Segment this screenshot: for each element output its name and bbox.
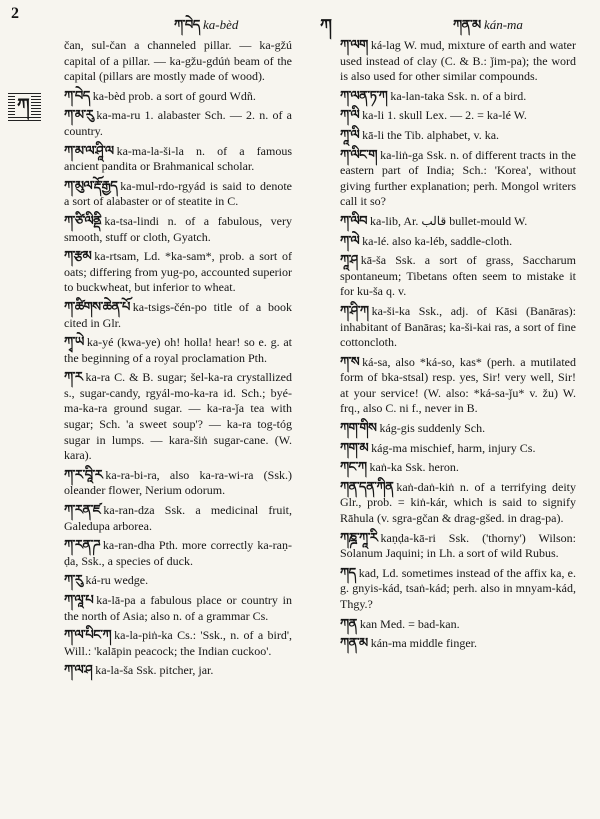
dictionary-entry <box>340 355 576 417</box>
entry-text: kā-li the Tib. alphabet, v. ka. <box>362 127 500 142</box>
dictionary-entry <box>64 249 292 296</box>
left-headword-tibetan: ཀ་བེད <box>174 18 200 33</box>
entry-text: ka-bèd prob. a sort of gourd Wdñ. <box>92 88 256 103</box>
dictionary-entry <box>340 128 576 144</box>
dictionary-entry <box>340 441 576 457</box>
entry-text: kág-gis suddenly Sch. <box>379 421 486 436</box>
section-letter: ཀ <box>320 16 332 36</box>
entry-tibetan-headword: ཀ་ཤི་ཀ <box>340 303 369 319</box>
entry-tibetan-headword: ཀན་མ <box>340 636 368 652</box>
entry-text: ka-yé (kwa-ye) oh! holla! hear! so e. g. at the beginning of a royal proclamation Pth. <box>64 335 292 365</box>
dictionary-entry <box>64 144 292 175</box>
dictionary-entry <box>64 503 292 534</box>
entry-text: kan Med. = bad-kan. <box>359 616 460 631</box>
entry-text: ka-ra-bi-ra, also ka-ra-wi-ra (Ssk.) oleander flower, Nerium odorum. <box>64 467 292 498</box>
thumb-index-tab <box>8 93 41 121</box>
right-headword: kán-ma <box>483 17 523 32</box>
entry-tibetan-headword: ཀ་རྩམ <box>64 249 92 265</box>
entry-text: kad, Ld. sometimes instead of the affix ka, e. g. gnyis-kád, tsaṅ-kád; perh. also in mnyam-kád, Thgy.? <box>340 565 576 611</box>
dictionary-entry <box>64 300 292 331</box>
entry-tibetan-headword: ཀག་གིས <box>340 421 377 437</box>
dictionary-entry <box>340 234 576 250</box>
entry-tibetan-headword: ཀ་མུལ་རྡོ་རྒྱད <box>64 178 118 194</box>
left-column <box>64 38 292 683</box>
entry-tibetan-headword: ཀན་དན་ཀིན <box>340 479 394 495</box>
entry-text: kág-ma mischief, harm, injury Cs. <box>371 440 536 455</box>
entry-tibetan-headword: ཀ་ལ་པིང་ཀ <box>64 628 112 644</box>
dictionary-entry <box>340 214 576 230</box>
right-column <box>340 38 576 656</box>
entry-tibetan-headword: ཀ་ལན་ཏ་ཀ <box>340 88 388 104</box>
dictionary-entry <box>340 89 576 105</box>
dictionary-entry <box>340 480 576 527</box>
dictionary-entry <box>340 108 576 124</box>
dictionary-entry <box>340 304 576 351</box>
entry-tibetan-headword: ཀན <box>340 616 357 632</box>
dictionary-entry <box>64 573 292 589</box>
entry-text: kán-ma middle finger. <box>370 636 477 651</box>
entry-text: ka-ran-dha Pth. more correctly ka-raṇ-ḍa, Ssk., a species of duck. <box>64 538 292 568</box>
entry-text: ka-tsigs-čén-po title of a book cited in Glr. <box>64 299 292 330</box>
entry-tibetan-headword: ཀ་ལེ <box>340 233 360 249</box>
entry-text: ka-ma-la-ši-la n. of a famous ancient pandita or Brahmanical scholar. <box>64 143 292 174</box>
dictionary-entry <box>340 253 576 300</box>
entry-tibetan-headword: ཀ་ལ་ཤ <box>64 663 93 679</box>
dictionary-entry <box>64 593 292 624</box>
dictionary-entry <box>340 566 576 613</box>
entry-tibetan-headword: ཀ་ར <box>64 370 83 386</box>
entry-text: ká-sa, also *ká-so, kas* (perh. a mutilated form of bka-stsal) resp. yes, Sir! very well, Sir! at your service! (W. also: *ká-sa-ǰu* v. žu) W. frq., also C. ni f., never in B. <box>340 354 576 416</box>
dictionary-entry <box>64 179 292 210</box>
dictionary-entry <box>64 370 292 464</box>
entry-text: ka-ma-ru 1. alabaster Sch. — 2. n. of a country. <box>64 108 292 138</box>
dictionary-entry <box>64 468 292 499</box>
entry-text: ka-liṅ-ga Ssk. n. of different tracts in the eastern part of India; Sch.: 'Korea', without giving further explanation; perh. Mongol writers call it so? <box>340 147 576 209</box>
entry-text: čan, sul-čan a channeled pillar. — ka-gžú capital of a pillar. — ka-gžu-gdúṅ beam of the capital (pillars are mostly made of wood). <box>64 38 292 84</box>
entry-text: ka-la-piṅ-ka Cs.: 'Ssk., n. of a bird', Will.: 'kalāpin peacock; the Indian cuckoo'. <box>64 628 292 658</box>
dictionary-entry <box>340 636 576 652</box>
entry-tibetan-headword: ཀ་ལག <box>340 38 368 53</box>
entry-tibetan-headword: ཀང་ཀ <box>340 460 367 476</box>
entry-text: kaṇḍa-kā-ri Ssk. ('thorny') Wilson: Solanum Jaquini; in Lh. a sort of wild Rubus. <box>340 530 576 561</box>
dictionary-entry <box>64 538 292 569</box>
entry-tibetan-headword: ཀ་ཚིགས་ཆེན་པོ <box>64 299 130 315</box>
dictionary-entry <box>64 214 292 245</box>
dictionary-entry <box>340 38 576 85</box>
page-header <box>0 4 600 36</box>
dictionary-entry <box>340 421 576 437</box>
dictionary-entry <box>64 108 292 139</box>
dictionary-entry <box>64 38 292 85</box>
entry-text: ka-li 1. skull Lex. — 2. = ka-lé W. <box>362 108 527 123</box>
entry-tibetan-headword: ཀཱ་ལི <box>340 127 360 143</box>
entry-text: ka-tsa-lindi n. of a fabulous, very smooth, stuff or cloth, Gyatch. <box>64 213 292 244</box>
entry-text: ka-rtsam, Ld. *ka-sam*, prob. a sort of oats; differing from yug-po, accounted superior to buckwheat, but inferior to wheat. <box>64 249 292 295</box>
dictionary-entry <box>64 89 292 105</box>
entry-tibetan-headword: ཀྭ་ཡེ <box>64 335 84 351</box>
entry-tibetan-headword: ཀད <box>340 565 356 581</box>
entry-tibetan-headword: ཀ་བེད <box>64 88 90 104</box>
right-headword-tibetan: ཀན་མ <box>453 18 481 33</box>
dictionary-entry <box>64 335 292 366</box>
entry-text: ka-lé. also ka-léb, saddle-cloth. <box>362 233 513 248</box>
thumb-index-letter: ཀ <box>17 95 30 116</box>
dictionary-entry <box>340 617 576 633</box>
entry-text: kā-ša Ssk. a sort of grass, Saccharum spontaneum; Tibetans often seem to mistake it for ku-ša q. v. <box>340 253 576 299</box>
entry-text: kaṅ-daṅ-kiṅ n. of a terrifying deity Glr., prob. = kiṅ-kár, which is said to signify Rāhula (v. sgra-gčan & drag-gšed. in drag-pa). <box>340 479 576 526</box>
entry-tibetan-headword: ཀཎྜ་ཀཱ་རི <box>340 530 378 546</box>
entry-tibetan-headword: ཀག་མ <box>340 440 369 456</box>
entry-tibetan-headword: ཀ་ལཱ་པ <box>64 593 94 608</box>
entry-text: ka-lā-pa a fabulous place or country in the north of Asia; also n. of a grammar Cs. <box>64 593 292 623</box>
entry-text: ká-ru wedge. <box>85 573 149 588</box>
entry-tibetan-headword: ཀ་རན་ཌ <box>64 538 100 554</box>
entry-tibetan-headword: ཀ་ལིབ <box>340 213 368 229</box>
entry-tibetan-headword: ཀ་ར་བཱི་ར <box>64 467 103 483</box>
dictionary-entry <box>340 531 576 562</box>
entry-tibetan-headword: ཀ་ལིང་ག <box>340 147 378 163</box>
entry-text: ka-ra C. & B. sugar; šel-ka-ra crystallized s., sugar-candy, rgyál-mo-ka-ra id. Sch.; byé-ma-ka-ra ground sugar. — ka-ra-ǰa tea with sugar; Sch. 'a sweet soup'? — ka-ra tog-tóg sugar in lumps. — kara-šiṅ sugar-cane. (W. kara). <box>64 370 292 463</box>
page-number: 2 <box>11 5 19 22</box>
dictionary-entry <box>64 663 292 679</box>
left-headword: ka-bèd <box>203 17 239 32</box>
entry-text: ká-lag W. mud, mixture of earth and water used instead of clay (C. & B.: ǰim-pa); the word is also used for other similar compounds. <box>340 38 576 84</box>
entry-text: ka-ši-ka Ssk., adj. of Kāsi (Banāras): inhabitant of Banāras; ka-ši-kai ras, a sort of fine cottoncloth. <box>340 303 576 350</box>
entry-tibetan-headword: ཀཱ་ཤ <box>340 253 358 269</box>
dictionary-entry <box>64 628 292 659</box>
entry-tibetan-headword: ཀ་མ་ལ་ཤཱི་ལ <box>64 143 114 159</box>
entry-tibetan-headword: ཀ་ལི <box>340 108 360 124</box>
entry-tibetan-headword: ཀ་མ་རུ <box>64 108 94 124</box>
entry-text: ka-la-ša Ssk. pitcher, jar. <box>95 663 214 678</box>
entry-tibetan-headword: ཀ་རན་ཛ <box>64 503 101 519</box>
entry-text: ka-mul-rdo-rgyád is said to denote a sort of alabaster or of steatite in C. <box>64 178 292 209</box>
entry-tibetan-headword: ཀ་ས <box>340 354 360 370</box>
entry-text: ka-ran-dza Ssk. a medicinal fruit, Galedupa arborea. <box>64 503 292 533</box>
entry-text: ka-lan-taka Ssk. n. of a bird. <box>390 88 527 103</box>
dictionary-entry <box>340 460 576 476</box>
entry-text: kaṅ-ka Ssk. heron. <box>369 460 459 475</box>
entry-tibetan-headword: ཀ་ཙི་ལིནྡི <box>64 213 102 229</box>
entry-text: ka-lib, Ar. قالب bullet-mould W. <box>370 213 528 228</box>
entry-tibetan-headword: ཀ་རུ <box>64 573 83 589</box>
dictionary-entry <box>340 148 576 210</box>
